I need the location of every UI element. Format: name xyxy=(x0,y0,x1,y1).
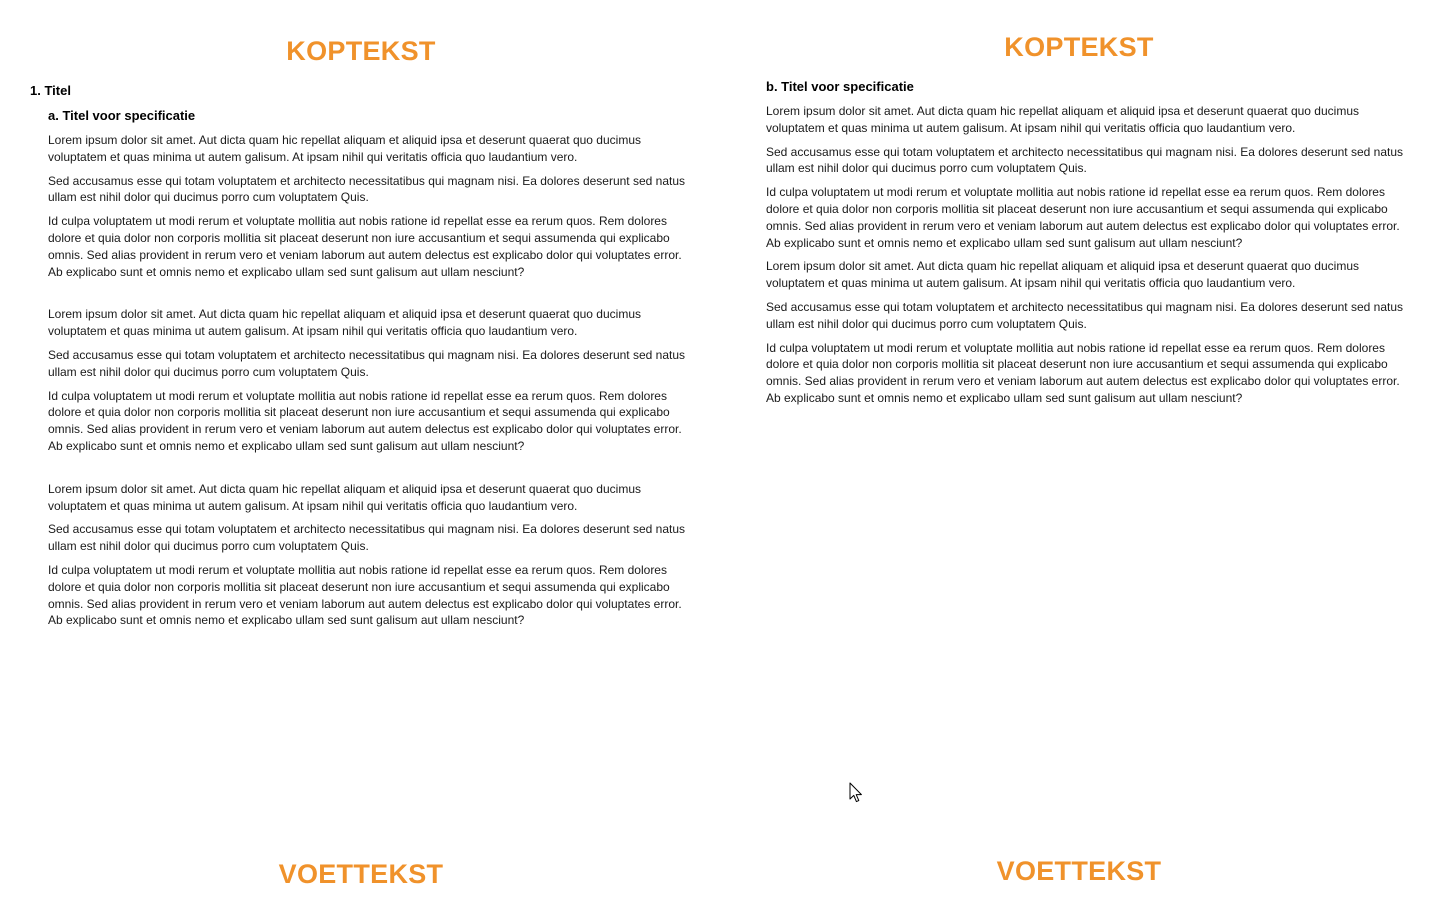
paragraph: Sed accusamus esse qui totam voluptatem et architecto necessitatibus qui magnam nisi. Ea dolores deserunt sed natus ullam est nihil dolor qui ducimus porro cum voluptatem Quis. xyxy=(48,173,686,205)
page-right xyxy=(720,0,1439,915)
paragraph: Id culpa voluptatem ut modi rerum et voluptate mollitia aut nobis ratione id repellat esse ea rerum quos. Rem dolores dolore et quia dolor non corporis mollitia sit placeat deserunt non iure accusantium et sequi assumenda qui explicabo omnis. Sed alias provident in rerum vero et veniam laborum aut autem delectus est explicabo dolor qui voluptates error. Ab explicabo sunt et omnis nemo et explicabo ullam sed sunt galisum aut ullam nesciunt? xyxy=(48,562,682,628)
paragraph-group xyxy=(766,258,1416,406)
page-footer: VOETTEKST xyxy=(278,859,444,889)
spacer xyxy=(48,462,698,481)
spacer xyxy=(48,287,698,306)
page-body xyxy=(48,108,698,636)
paragraph-group xyxy=(48,481,698,629)
heading-2: a. Titel voor specificatie xyxy=(48,108,196,123)
page-header: KOPTEKST xyxy=(1004,32,1154,62)
page-body xyxy=(766,79,1416,414)
paragraph: Lorem ipsum dolor sit amet. Aut dicta quam hic repellat aliquam et aliquid ipsa et deserunt quaerat quo ducimus voluptatem et quas minima ut autem galisum. At ipsam nihil qui veritatis officia quo laudantium vero. xyxy=(48,133,641,164)
paragraph-group xyxy=(48,306,698,454)
paragraph: Sed accusamus esse qui totam voluptatem et architecto necessitatibus qui magnam nisi. Ea dolores deserunt sed natus ullam est nihil dolor qui ducimus porro cum voluptatem Quis. xyxy=(48,522,686,554)
paragraph: Id culpa voluptatem ut modi rerum et voluptate mollitia aut nobis ratione id repellat esse ea rerum quos. Rem dolores dolore et quia dolor non corporis mollitia sit placeat deserunt non iure accusantium et sequi assumenda qui explicabo omnis. Sed alias provident in rerum vero et veniam laborum aut autem delectus est explicabo dolor qui voluptates error. Ab explicabo sunt et omnis nemo et explicabo ullam sed sunt galisum aut ullam nesciunt? xyxy=(48,214,682,279)
paragraph-group xyxy=(48,132,698,280)
paragraph: Lorem ipsum dolor sit amet. Aut dicta quam hic repellat aliquam et aliquid ipsa et deserunt quaerat quo ducimus voluptatem et quas minima ut autem galisum. At ipsam nihil qui veritatis officia quo laudantium vero. xyxy=(766,104,1359,135)
paragraph-group xyxy=(766,103,1416,251)
paragraph: Sed accusamus esse qui totam voluptatem et architecto necessitatibus qui magnam nisi. Ea dolores deserunt sed natus ullam est nihil dolor qui ducimus porro cum voluptatem Quis. xyxy=(766,299,1404,331)
paragraph: Id culpa voluptatem ut modi rerum et voluptate mollitia aut nobis ratione id repellat esse ea rerum quos. Rem dolores dolore et quia dolor non corporis mollitia sit placeat deserunt non iure accusantium et sequi assumenda qui explicabo omnis. Sed alias provident in rerum vero et veniam laborum aut autem delectus est explicabo dolor qui voluptates error. Ab explicabo sunt et omnis nemo et explicabo ullam sed sunt galisum aut ullam nesciunt? xyxy=(766,340,1400,405)
paragraph: Id culpa voluptatem ut modi rerum et voluptate mollitia aut nobis ratione id repellat esse ea rerum quos. Rem dolores dolore et quia dolor non corporis mollitia sit placeat deserunt non iure accusantium et sequi assumenda qui explicabo omnis. Sed alias provident in rerum vero et veniam laborum aut autem delectus est explicabo dolor qui voluptates error. Ab explicabo sunt et omnis nemo et explicabo ullam sed sunt galisum aut ullam nesciunt? xyxy=(48,388,682,453)
page-footer: VOETTEKST xyxy=(996,856,1162,886)
page-header: KOPTEKST xyxy=(286,36,436,66)
mouse-pointer-icon xyxy=(849,782,863,804)
paragraph: Lorem ipsum dolor sit amet. Aut dicta quam hic repellat aliquam et aliquid ipsa et deserunt quaerat quo ducimus voluptatem et quas minima ut autem galisum. At ipsam nihil qui veritatis officia quo laudantium vero. xyxy=(48,307,641,339)
paragraph: Sed accusamus esse qui totam voluptatem et architecto necessitatibus qui magnam nisi. Ea dolores deserunt sed natus ullam est nihil dolor qui ducimus porro cum voluptatem Quis. xyxy=(48,347,686,379)
paragraph: Lorem ipsum dolor sit amet. Aut dicta quam hic repellat aliquam et aliquid ipsa et deserunt quaerat quo ducimus voluptatem et quas minima ut autem galisum. At ipsam nihil qui veritatis officia quo laudantium vero. xyxy=(48,481,641,513)
paragraph: Id culpa voluptatem ut modi rerum et voluptate mollitia aut nobis ratione id repellat esse ea rerum quos. Rem dolores dolore et quia dolor non corporis mollitia sit placeat deserunt non iure accusantium et sequi assumenda qui explicabo omnis. Sed alias provident in rerum vero et veniam laborum aut autem delectus est explicabo dolor qui voluptates error. Ab explicabo sunt et omnis nemo et explicabo ullam sed sunt galisum aut ullam nesciunt? xyxy=(766,185,1400,250)
paragraph: Sed accusamus esse qui totam voluptatem et architecto necessitatibus qui magnam nisi. Ea dolores deserunt sed natus ullam est nihil dolor qui ducimus porro cum voluptatem Quis. xyxy=(766,144,1404,176)
paragraph: Lorem ipsum dolor sit amet. Aut dicta quam hic repellat aliquam et aliquid ipsa et deserunt quaerat quo ducimus voluptatem et quas minima ut autem galisum. At ipsam nihil qui veritatis officia quo laudantium vero. xyxy=(766,259,1359,291)
heading-1: 1. Titel xyxy=(30,83,71,98)
heading-2: b. Titel voor specificatie xyxy=(766,79,914,94)
